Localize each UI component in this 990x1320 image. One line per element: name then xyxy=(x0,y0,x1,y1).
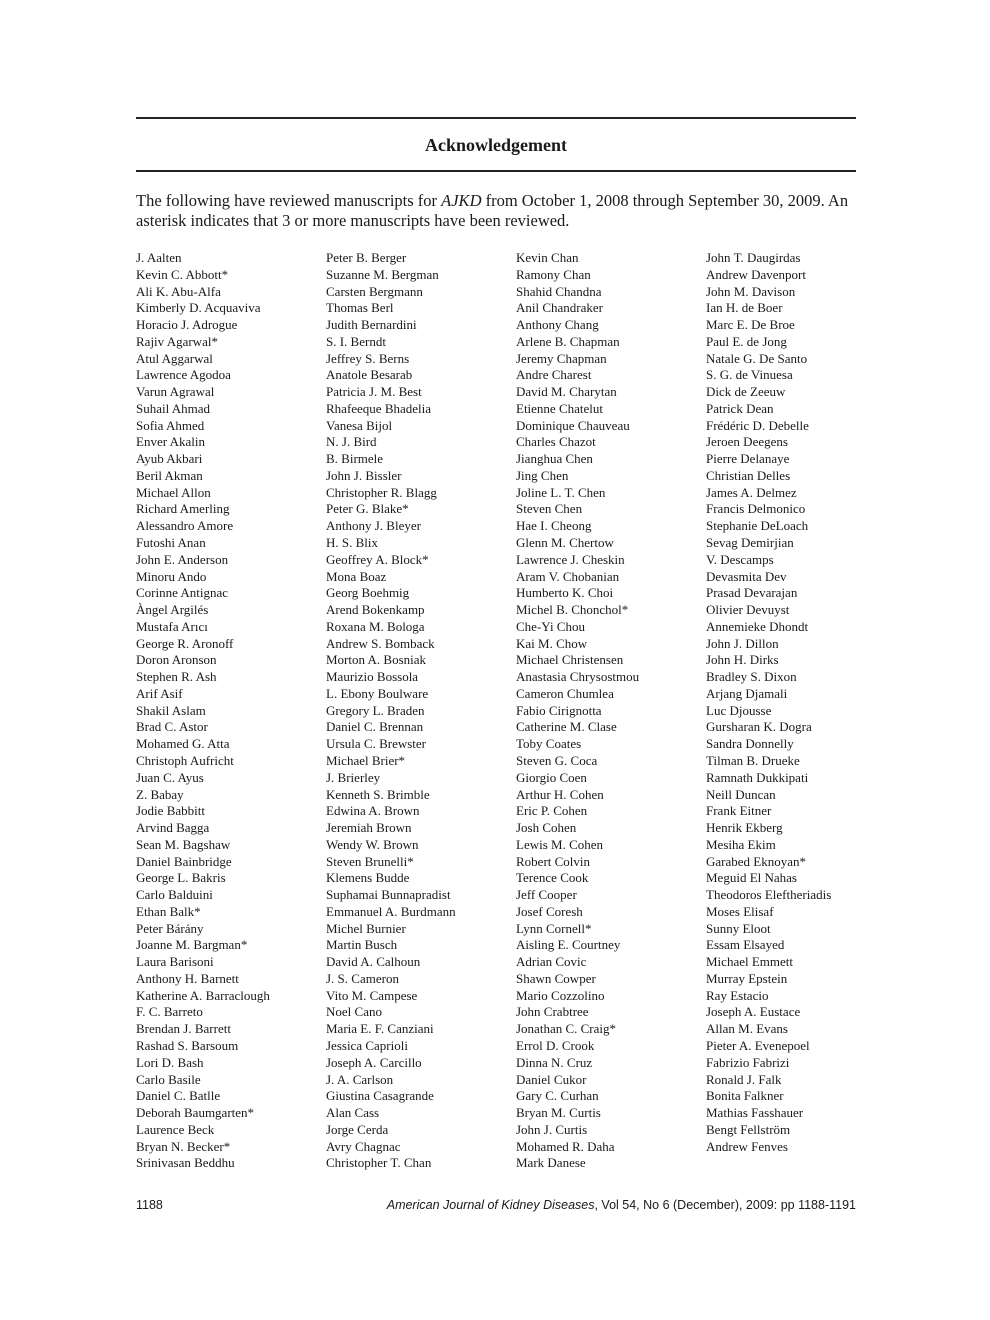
reviewer-name: Laura Barisoni xyxy=(136,954,214,970)
reviewer-name: Charles Chazot xyxy=(516,434,596,450)
reviewer-name: Jeff Cooper xyxy=(516,887,577,903)
reviewer-name: Gregory L. Braden xyxy=(326,702,425,718)
reviewer-name: Sofia Ahmed xyxy=(136,417,205,433)
reviewer-name: Josh Cohen xyxy=(516,820,577,836)
reviewer-name: Thomas Berl xyxy=(326,300,394,316)
journal-abbreviation: AJKD xyxy=(441,191,482,210)
page-number: 1188 xyxy=(136,1198,163,1212)
reviewer-name: Jeremy Chapman xyxy=(516,350,607,366)
reviewer-name: V. Descamps xyxy=(706,551,774,567)
reviewer-name: John T. Daugirdas xyxy=(706,250,801,265)
reviewer-name: Giorgio Coen xyxy=(516,769,587,785)
reviewer-name: Lewis M. Cohen xyxy=(516,836,604,852)
reviewer-name: Christopher R. Blagg xyxy=(326,484,437,500)
reviewer-name: Mario Cozzolino xyxy=(516,987,605,1003)
reviewer-name: Suhail Ahmad xyxy=(136,400,211,416)
reviewer-column-4 xyxy=(706,250,891,1155)
reviewer-name: Vanesa Bijol xyxy=(326,417,393,433)
reviewer-name: Giustina Casagrande xyxy=(326,1088,434,1104)
reviewer-name: John J. Dillon xyxy=(706,635,779,651)
reviewer-name: Ray Estacio xyxy=(706,987,769,1003)
reviewer-name: J. Aalten xyxy=(136,250,182,265)
reviewer-name: Daniel Cukor xyxy=(516,1071,587,1087)
reviewer-name: Fabio Cirignotta xyxy=(516,702,602,718)
reviewer-name: Sandra Donnelly xyxy=(706,736,794,752)
reviewer-name: Stephanie DeLoach xyxy=(706,518,809,534)
reviewer-name: Jeffrey S. Berns xyxy=(326,350,410,366)
reviewer-name: Glenn M. Chertow xyxy=(516,535,614,551)
reviewer-name: Martin Busch xyxy=(326,937,398,953)
reviewer-name: Arvind Bagga xyxy=(136,820,210,836)
reviewer-name: Frédéric D. Debelle xyxy=(706,417,809,433)
reviewer-name: Shahid Chandna xyxy=(516,283,602,299)
reviewer-name: Ramony Chan xyxy=(516,266,591,282)
reviewer-name: Ethan Balk* xyxy=(136,903,201,919)
reviewer-name: J. A. Carlson xyxy=(326,1071,394,1087)
reviewer-name: Gary C. Curhan xyxy=(516,1088,599,1104)
reviewer-name: Stephen R. Ash xyxy=(136,669,217,685)
reviewer-name: J. S. Cameron xyxy=(326,970,399,986)
reviewer-name: Mesiha Ekim xyxy=(706,836,776,852)
reviewer-name: Michael Allon xyxy=(136,484,211,500)
reviewer-name: Christoph Aufricht xyxy=(136,752,234,768)
reviewer-name: Errol D. Crook xyxy=(516,1037,595,1053)
reviewer-name: Prasad Devarajan xyxy=(706,585,798,601)
reviewer-name: Alessandro Amore xyxy=(136,518,234,534)
reviewer-name: Pieter A. Evenepoel xyxy=(706,1037,810,1053)
reviewer-name: Joanne M. Bargman* xyxy=(136,937,248,953)
reviewer-name: Adrian Covic xyxy=(516,954,587,970)
reviewer-name: Allan M. Evans xyxy=(706,1021,788,1037)
reviewer-name: Enver Akalin xyxy=(136,434,205,450)
reviewer-name: David A. Calhoun xyxy=(326,954,421,970)
journal-citation xyxy=(387,1196,856,1214)
reviewer-name: Anthony H. Barnett xyxy=(136,970,239,986)
reviewer-name: John E. Anderson xyxy=(136,551,229,567)
reviewer-name: Brendan J. Barrett xyxy=(136,1021,231,1037)
reviewer-name: Shawn Cowper xyxy=(516,970,596,986)
reviewer-name: Eric P. Cohen xyxy=(516,803,588,819)
reviewer-name: Andrew S. Bomback xyxy=(326,635,435,651)
reviewer-name: Patrick Dean xyxy=(706,400,774,416)
reviewer-name: Peter Bárány xyxy=(136,920,204,936)
reviewer-name: Edwina A. Brown xyxy=(326,803,420,819)
reviewer-name: Georg Boehmig xyxy=(326,585,410,601)
reviewer-name: Frank Eitner xyxy=(706,803,772,819)
reviewer-name: Arthur H. Cohen xyxy=(516,786,604,802)
reviewer-name: Michel B. Chonchol* xyxy=(516,602,629,618)
reviewer-name: Jorge Cerda xyxy=(326,1121,389,1137)
reviewer-name: Joseph A. Carcillo xyxy=(326,1054,422,1070)
reviewer-name: Àngel Argilés xyxy=(136,602,209,618)
reviewer-name: Anthony Chang xyxy=(516,317,599,333)
reviewer-name: Essam Elsayed xyxy=(706,937,785,953)
reviewer-name: Marc E. De Broe xyxy=(706,317,795,333)
reviewer-name: Ursula C. Brewster xyxy=(326,736,427,752)
reviewer-name: Cameron Chumlea xyxy=(516,685,614,701)
reviewer-name: Sunny Eloot xyxy=(706,920,771,936)
reviewer-name: Lawrence Agodoa xyxy=(136,367,231,383)
reviewer-name: Arjang Djamali xyxy=(706,685,788,701)
reviewer-name: James A. Delmez xyxy=(706,484,797,500)
reviewer-name: Henrik Ekberg xyxy=(706,820,783,836)
reviewer-name: J. Brierley xyxy=(326,769,381,785)
reviewer-name: Olivier Devuyst xyxy=(706,602,790,618)
reviewer-name: F. C. Barreto xyxy=(136,1004,203,1020)
reviewer-name: John J. Bissler xyxy=(326,467,402,483)
reviewer-name: Jianghua Chen xyxy=(516,451,593,467)
reviewer-name: Deborah Baumgarten* xyxy=(136,1105,255,1121)
reviewer-name: Jodie Babbitt xyxy=(136,803,205,819)
journal-name: American Journal of Kidney Diseases xyxy=(386,1198,595,1212)
reviewer-name: Futoshi Anan xyxy=(136,535,206,551)
page-title: Acknowledgement xyxy=(425,135,567,155)
reviewer-name: Anil Chandraker xyxy=(516,300,604,316)
reviewer-name: Robert Colvin xyxy=(516,853,591,869)
reviewer-name: Corinne Antignac xyxy=(136,585,229,601)
reviewer-name: Varun Agrawal xyxy=(136,384,215,400)
reviewer-name: Gursharan K. Dogra xyxy=(706,719,812,735)
reviewer-name: Ramnath Dukkipati xyxy=(706,769,809,785)
reviewer-name: Neill Duncan xyxy=(706,786,776,802)
reviewer-name: Mark Danese xyxy=(516,1155,586,1171)
reviewer-name: Murray Epstein xyxy=(706,970,788,986)
reviewer-name: Z. Babay xyxy=(136,786,184,802)
reviewer-name: David M. Charytan xyxy=(516,384,617,400)
reviewer-name: Atul Aggarwal xyxy=(136,350,213,366)
reviewer-name: L. Ebony Boulware xyxy=(326,685,429,701)
reviewer-name: Devasmita Dev xyxy=(706,568,787,584)
reviewer-name: Michel Burnier xyxy=(326,920,406,936)
reviewer-name: Dinna N. Cruz xyxy=(516,1054,593,1070)
reviewer-name: Bonita Falkner xyxy=(706,1088,784,1104)
reviewer-name: Joseph A. Eustace xyxy=(706,1004,801,1020)
reviewer-name: Lori D. Bash xyxy=(136,1054,204,1070)
reviewer-name: Francis Delmonico xyxy=(706,501,806,517)
reviewer-name: Alan Cass xyxy=(326,1105,380,1121)
reviewer-name: Aisling E. Courtney xyxy=(516,937,621,953)
page-footer xyxy=(136,1196,856,1214)
reviewer-name: Maurizio Bossola xyxy=(326,669,419,685)
reviewer-name: Steven Chen xyxy=(516,501,583,517)
reviewer-name: Emmanuel A. Burdmann xyxy=(326,903,456,919)
reviewer-name: Wendy W. Brown xyxy=(326,836,419,852)
reviewer-name: Andrew Fenves xyxy=(706,1138,788,1154)
reviewer-name: Joline L. T. Chen xyxy=(516,484,606,500)
reviewer-name: Kevin Chan xyxy=(516,250,579,265)
reviewer-name: Dominique Chauveau xyxy=(516,417,630,433)
reviewer-name: Vito M. Campese xyxy=(326,987,418,1003)
reviewer-name: Garabed Eknoyan* xyxy=(706,853,806,869)
reviewer-name: Noel Cano xyxy=(326,1004,382,1020)
reviewer-name: Morton A. Bosniak xyxy=(326,652,427,668)
reviewer-column-1 xyxy=(136,250,321,1172)
reviewer-name: Klemens Budde xyxy=(326,870,410,886)
reviewer-name: Kenneth S. Brimble xyxy=(326,786,430,802)
reviewer-name: Fabrizio Fabrizi xyxy=(706,1054,790,1070)
reviewer-name: Pierre Delanaye xyxy=(706,451,790,467)
reviewer-name: Christian Delles xyxy=(706,467,791,483)
reviewer-name: Peter G. Blake* xyxy=(326,501,409,517)
reviewer-name: Meguid El Nahas xyxy=(706,870,797,886)
reviewer-name: Kai M. Chow xyxy=(516,635,588,651)
reviewer-name: Sean M. Bagshaw xyxy=(136,836,231,852)
reviewer-name: Michael Brier* xyxy=(326,752,406,768)
reviewer-name: Mohamed G. Atta xyxy=(136,736,230,752)
reviewer-name: Ronald J. Falk xyxy=(706,1071,782,1087)
reviewer-name: John M. Davison xyxy=(706,283,796,299)
reviewer-name: Mohamed R. Daha xyxy=(516,1138,615,1154)
reviewer-name: Anastasia Chrysostmou xyxy=(516,669,640,685)
reviewer-name: Kimberly D. Acquaviva xyxy=(136,300,261,316)
intro-text-after: from October 1, 2008 through September 30, 2009. An asterisk indicates that 3 or more manuscripts have been reviewed. xyxy=(136,191,849,230)
reviewer-name: Ayub Akbari xyxy=(136,451,203,467)
reviewer-name: Juan C. Ayus xyxy=(136,769,204,785)
reviewer-name: Mona Boaz xyxy=(326,568,387,584)
reviewer-name: John H. Dirks xyxy=(706,652,779,668)
reviewer-name: Andre Charest xyxy=(516,367,592,383)
reviewer-name: Jonathan C. Craig* xyxy=(516,1021,617,1037)
reviewer-name: Andrew Davenport xyxy=(706,266,806,282)
reviewer-name: Steven G. Coca xyxy=(516,752,598,768)
reviewer-name: Bradley S. Dixon xyxy=(706,669,797,685)
reviewer-name: Suzanne M. Bergman xyxy=(326,266,439,282)
reviewer-name: Bryan M. Curtis xyxy=(516,1105,601,1121)
reviewer-name: Etienne Chatelut xyxy=(516,400,604,416)
reviewer-name: Sevag Demirjian xyxy=(706,535,794,551)
reviewer-name: Jessica Caprioli xyxy=(326,1037,408,1053)
reviewer-name: Moses Elisaf xyxy=(706,903,774,919)
reviewer-name: Lawrence J. Cheskin xyxy=(516,551,625,567)
reviewer-name: Steven Brunelli* xyxy=(326,853,414,869)
reviewer-name: Michael Christensen xyxy=(516,652,624,668)
reviewer-name: Annemieke Dhondt xyxy=(706,618,809,634)
reviewer-name: Daniel C. Brennan xyxy=(326,719,424,735)
reviewer-name: Toby Coates xyxy=(516,736,582,752)
reviewer-name: Maria E. F. Canziani xyxy=(326,1021,434,1037)
reviewer-name: Srinivasan Beddhu xyxy=(136,1155,235,1171)
reviewer-name: Patricia J. M. Best xyxy=(326,384,422,400)
reviewer-name: Carlo Balduini xyxy=(136,887,213,903)
reviewer-name: Catherine M. Clase xyxy=(516,719,617,735)
reviewer-name: Shakil Aslam xyxy=(136,702,206,718)
reviewer-name: Daniel Bainbridge xyxy=(136,853,232,869)
reviewer-name: Lynn Cornell* xyxy=(516,920,592,936)
reviewer-name: Terence Cook xyxy=(516,870,589,886)
reviewer-name: Natale G. De Santo xyxy=(706,350,808,366)
reviewer-name: Hae I. Cheong xyxy=(516,518,592,534)
reviewer-name: Carsten Bergmann xyxy=(326,283,423,299)
reviewer-name: George L. Bakris xyxy=(136,870,226,886)
reviewer-name: Jeremiah Brown xyxy=(326,820,412,836)
reviewer-name: Josef Coresh xyxy=(516,903,583,919)
reviewer-name: Jing Chen xyxy=(516,467,569,483)
reviewer-name: S. I. Berndt xyxy=(326,333,386,349)
reviewer-name: Anatole Besarab xyxy=(326,367,413,383)
reviewer-column-2 xyxy=(326,250,511,1172)
reviewer-name: Mustafa Arıcı xyxy=(136,618,208,634)
reviewer-name: Brad C. Astor xyxy=(136,719,208,735)
reviewer-name: Peter B. Berger xyxy=(326,250,407,265)
reviewer-name: Katherine A. Barraclough xyxy=(136,987,270,1003)
reviewer-name: Doron Aronson xyxy=(136,652,217,668)
reviewer-name: H. S. Blix xyxy=(326,535,379,551)
reviewer-name: Horacio J. Adrogue xyxy=(136,317,238,333)
reviewer-name: Arlene B. Chapman xyxy=(516,333,620,349)
reviewer-name: Laurence Beck xyxy=(136,1121,215,1137)
reviewer-name: S. G. de Vinuesa xyxy=(706,367,793,383)
reviewer-name: Carlo Basile xyxy=(136,1071,201,1087)
reviewer-name: Rajiv Agarwal* xyxy=(136,333,218,349)
intro-text-before: The following have reviewed manuscripts for xyxy=(136,191,442,210)
reviewer-name: N. J. Bird xyxy=(326,434,377,450)
reviewer-name: Michael Emmett xyxy=(706,954,794,970)
reviewer-name: Beril Akman xyxy=(136,467,203,483)
reviewer-name: Theodoros Eleftheriadis xyxy=(706,887,832,903)
reviewer-list xyxy=(136,250,876,1170)
reviewer-name: Humberto K. Choi xyxy=(516,585,614,601)
reviewer-name: Arend Bokenkamp xyxy=(326,602,425,618)
reviewer-name: Daniel C. Batlle xyxy=(136,1088,221,1104)
reviewer-name: Geoffrey A. Block* xyxy=(326,551,429,567)
reviewer-name: Christopher T. Chan xyxy=(326,1155,432,1171)
reviewer-name: Rhafeeque Bhadelia xyxy=(326,400,432,416)
reviewer-name: Richard Amerling xyxy=(136,501,230,517)
reviewer-name: Che-Yi Chou xyxy=(516,618,585,634)
reviewer-name: Jeroen Deegens xyxy=(706,434,788,450)
reviewer-name: Minoru Ando xyxy=(136,568,207,584)
citation-details: , Vol 54, No 6 (December), 2009: pp 1188-1191 xyxy=(594,1198,856,1212)
intro-paragraph xyxy=(136,191,861,231)
reviewer-name: Paul E. de Jong xyxy=(706,333,787,349)
reviewer-name: George R. Aronoff xyxy=(136,635,234,651)
reviewer-name: B. Birmele xyxy=(326,451,384,467)
reviewer-name: Mathias Fasshauer xyxy=(706,1105,804,1121)
reviewer-name: Ali K. Abu-Alfa xyxy=(136,283,221,299)
reviewer-name: Tilman B. Drueke xyxy=(706,752,800,768)
top-rule xyxy=(136,117,856,119)
reviewer-name: John J. Curtis xyxy=(516,1121,588,1137)
reviewer-column-3 xyxy=(516,250,701,1172)
reviewer-name: Anthony J. Bleyer xyxy=(326,518,421,534)
reviewer-name: Luc Djousse xyxy=(706,702,772,718)
reviewer-name: Roxana M. Bologa xyxy=(326,618,425,634)
reviewer-name: Avry Chagnac xyxy=(326,1138,401,1154)
reviewer-name: Aram V. Chobanian xyxy=(516,568,620,584)
reviewer-name: Bryan N. Becker* xyxy=(136,1138,231,1154)
reviewer-name: Kevin C. Abbott* xyxy=(136,266,229,282)
title-bottom-rule xyxy=(136,170,856,172)
reviewer-name: Rashad S. Barsoum xyxy=(136,1037,239,1053)
reviewer-name: Suphamai Bunnapradist xyxy=(326,887,451,903)
reviewer-name: Arif Asif xyxy=(136,685,183,701)
reviewer-name: Ian H. de Boer xyxy=(706,300,783,316)
reviewer-name: Bengt Fellström xyxy=(706,1121,791,1137)
reviewer-name: John Crabtree xyxy=(516,1004,589,1020)
reviewer-name: Dick de Zeeuw xyxy=(706,384,786,400)
reviewer-name: Judith Bernardini xyxy=(326,317,417,333)
